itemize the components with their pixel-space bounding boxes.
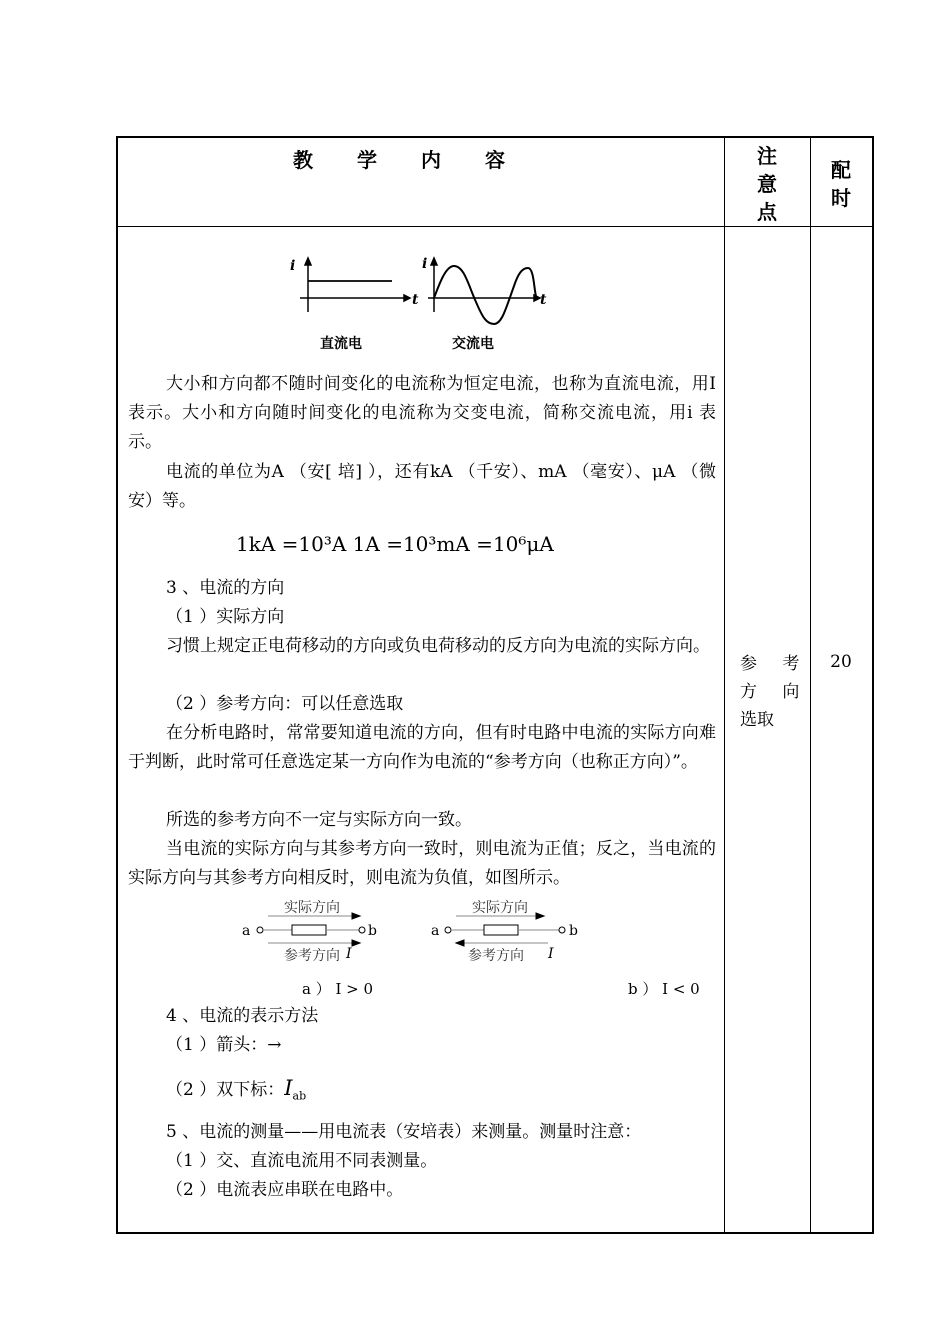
measurement-note-2: （2 ）电流表应串联在电路中。 (166, 1180, 404, 1200)
actual-direction-label: 实际方向 (284, 900, 340, 916)
subsection-reference-direction: （2 ）参考方向：可以任意选取 (166, 694, 404, 714)
subsection-actual-direction: （1 ）实际方向 (166, 607, 285, 627)
paragraph-not-consistent: 所选的参考方向不一定与实际方向一致。 (166, 810, 472, 830)
subsection-arrow-notation: （1 ）箭头：→ (166, 1035, 282, 1055)
ac-label: 交流电 (452, 336, 494, 352)
node-b-label: b (569, 923, 578, 939)
time-allocation: 20 (830, 652, 852, 672)
lesson-table (116, 136, 874, 1234)
header-time: 配 时 (831, 158, 851, 210)
dc-label: 直流电 (320, 336, 362, 352)
section-5-title: 5 、电流的测量——用电流表（安培表）来测量。测量时注意： (166, 1122, 642, 1142)
paragraph-sign-rule: 当电流的实际方向与其参考方向一致时，则电流为正值；反之，当电流的实际方向与其参考方向相反时，则电流为负值，如图所示。 (128, 839, 716, 888)
axis-i-label: i (290, 258, 296, 274)
paragraph-current-units: 电流的单位为A （安[ 培] ），还有kA （千安）、mA （毫安）、μA （微安）等。 (128, 462, 716, 511)
caption-a: a ） I > 0 (302, 980, 374, 998)
measurement-note-1: （1 ）交、直流电流用不同表测量。 (166, 1151, 438, 1171)
paragraph-reference-direction: 在分析电路时，常常要知道电流的方向，但有时电路中电流的实际方向难于判断，此时常可任意选定某一方向作为电流的“参考方向（也称正方向）”。 (128, 723, 716, 772)
axis-i-label: i (422, 256, 428, 272)
current-symbol: I (548, 946, 554, 962)
header-teaching-content: 教学内容 (293, 148, 549, 172)
reference-direction-figure (228, 890, 708, 1006)
subscript-ab: ab (292, 1089, 307, 1103)
reference-direction-label: 参考方向 (468, 948, 524, 964)
paragraph-dc-ac-definition: 大小和方向都不随时间变化的电流称为恒定电流，也称为直流电流，用I 表示。大小和方向随时间变化的电流称为交变电流，简称交流电流，用i 表示。 (128, 374, 716, 452)
node-b-label: b (368, 923, 377, 939)
header-notes: 注 意 点 (757, 144, 777, 224)
section-4-title: 4 、电流的表示方法 (166, 1006, 319, 1026)
current-symbol: I (284, 1076, 293, 1100)
notes-column: 参 考 方 向 选取 (740, 654, 810, 730)
paragraph-actual-direction: 习惯上规定正电荷移动的方向或负电荷移动的反方向为电流的实际方向。 (166, 636, 710, 656)
axis-t-label: t (540, 292, 547, 308)
column-divider (724, 138, 725, 1232)
header-divider (118, 226, 872, 227)
column-divider (810, 138, 811, 1232)
caption-b: b ） I < 0 (628, 980, 700, 998)
axis-t-label: t (412, 292, 419, 308)
node-a-label: a (242, 923, 251, 939)
node-a-label: a (431, 923, 440, 939)
section-3-title: 3 、电流的方向 (166, 578, 285, 598)
current-symbol: I (346, 946, 352, 962)
dc-ac-waveform-figure (288, 248, 558, 358)
unit-conversion-formula: 1kA =10³A 1A =10³mA =10⁶μA (236, 532, 554, 556)
reference-direction-label: 参考方向 (284, 948, 340, 964)
actual-direction-label: 实际方向 (472, 900, 528, 916)
subsection-double-subscript: （2 ）双下标：$I_{ab}$ (166, 1076, 307, 1103)
